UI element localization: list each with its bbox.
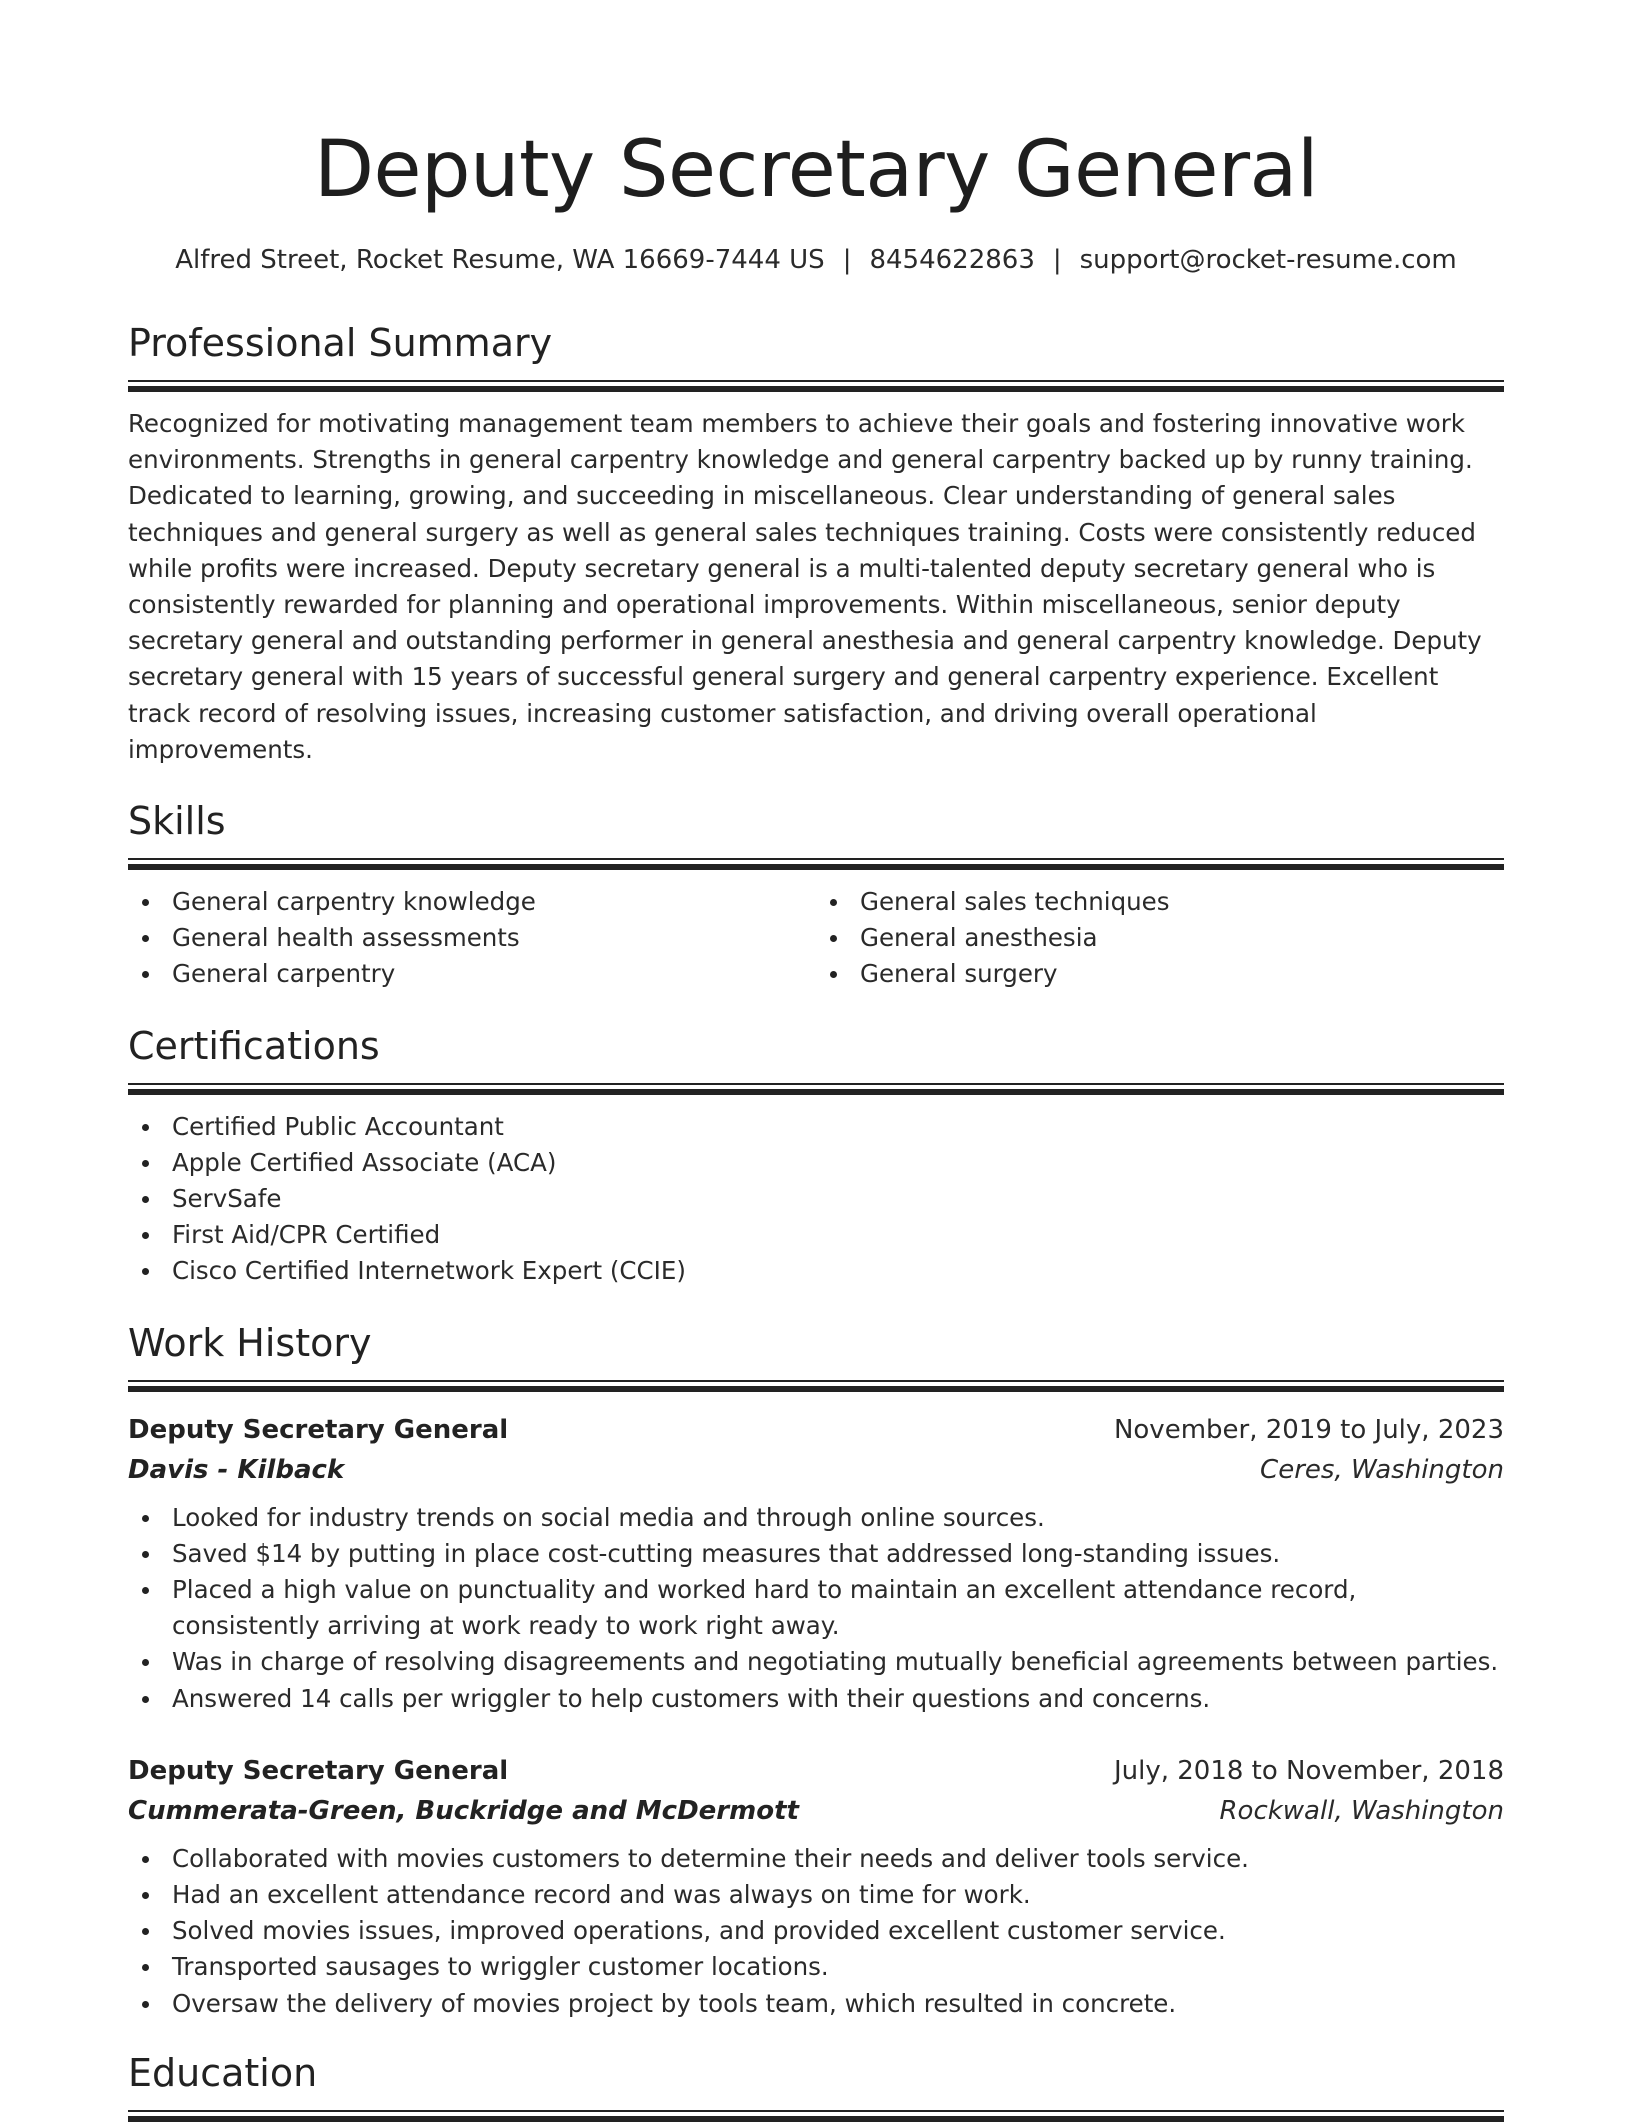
certifications-list	[128, 1109, 1504, 1290]
section-divider	[128, 1380, 1504, 1392]
job-title: Deputy Secretary General	[128, 1414, 509, 1445]
job-bullet: Answered 14 calls per wriggler to help customers with their questions and concerns.	[128, 1681, 1504, 1717]
contact-email: support@rocket-resume.com	[1079, 245, 1457, 275]
section-divider	[128, 1083, 1504, 1095]
job-bullets	[128, 1841, 1504, 2022]
certification-item: Certified Public Accountant	[128, 1109, 1504, 1145]
contact-separator: |	[1052, 245, 1062, 275]
skill-item: General anesthesia	[816, 920, 1504, 956]
skill-item: General health assessments	[128, 920, 816, 956]
certification-item: First Aid/CPR Certified	[128, 1217, 1504, 1253]
contact-address: Alfred Street, Rocket Resume, WA 16669-7444 US	[175, 245, 825, 275]
resume-page	[128, 120, 1504, 2122]
certification-item: Apple Certified Associate (ACA)	[128, 1145, 1504, 1181]
job-bullets	[128, 1500, 1504, 1717]
job-entry	[128, 1751, 1504, 2022]
skills-heading: Skills	[128, 799, 226, 844]
job-bullet: Saved $14 by putting in place cost-cutting measures that addressed long-standing issues.	[128, 1536, 1504, 1572]
job-dates: November, 2019 to July, 2023	[1113, 1414, 1504, 1445]
job-location: Ceres, Washington	[1260, 1454, 1504, 1485]
certifications-heading: Certifications	[128, 1023, 380, 1068]
job-entry	[128, 1410, 1504, 1717]
certifications-section	[128, 1021, 1504, 1290]
job-dates: July, 2018 to November, 2018	[1113, 1755, 1504, 1786]
skills-columns	[128, 884, 1504, 993]
job-bullet: Looked for industry trends on social media and through online sources.	[128, 1500, 1504, 1536]
skill-item: General sales techniques	[816, 884, 1504, 920]
section-divider	[128, 858, 1504, 870]
skills-section	[128, 796, 1504, 993]
job-bullet: Had an excellent attendance record and was always on time for work.	[128, 1877, 1504, 1913]
resume-title: Deputy Secretary General	[313, 125, 1319, 215]
summary-text: Recognized for motivating management team members to achieve their goals and fostering innovative work environments. Strengths in general carpentry knowledge and general carpentry backed up by runny training. Dedicated to learning, growing, and succeeding in miscellaneous. Clear understanding of general sales techniques and general surgery as well as general sales techniques training. Costs were consistently reduced while profits were increased. Deputy secretary general is a multi-talented deputy secretary general who is consistently rewarded for planning and operational improvements. Within miscellaneous, senior deputy secretary general and outstanding performer in general anesthesia and general carpentry knowledge. Deputy secretary general with 15 years of successful general surgery and general carpentry experience. Excellent track record of resolving issues, increasing customer satisfaction, and driving overall operational improvements.	[128, 409, 1482, 764]
job-company: Cummerata-Green, Buckridge and McDermott	[128, 1795, 799, 1826]
education-heading: Education	[128, 2050, 318, 2095]
skill-item: General carpentry	[128, 956, 816, 992]
certification-item: Cisco Certified Internetwork Expert (CCIE)	[128, 1253, 1504, 1289]
job-location: Rockwall, Washington	[1219, 1795, 1504, 1826]
section-divider	[128, 380, 1504, 392]
work-history-heading: Work History	[128, 1320, 372, 1365]
certification-item: ServSafe	[128, 1181, 1504, 1217]
job-bullet: Oversaw the delivery of movies project by tools team, which resulted in concrete.	[128, 1986, 1504, 2022]
skill-item: General surgery	[816, 956, 1504, 992]
job-bullet: Solved movies issues, improved operations, and provided excellent customer service.	[128, 1913, 1504, 1949]
contact-line	[128, 242, 1504, 278]
summary-section	[128, 318, 1504, 768]
skill-item: General carpentry knowledge	[128, 884, 816, 920]
job-bullet: Was in charge of resolving disagreements and negotiating mutually beneficial agreements between parties.	[128, 1644, 1504, 1680]
work-history-section	[128, 1318, 1504, 2022]
job-title: Deputy Secretary General	[128, 1755, 509, 1786]
job-bullet: Transported sausages to wriggler customer locations.	[128, 1949, 1504, 1985]
education-section	[128, 2048, 1504, 2122]
contact-phone: 8454622863	[869, 245, 1035, 275]
skills-list-right	[816, 884, 1504, 993]
contact-separator: |	[842, 245, 852, 275]
skills-list-left	[128, 884, 816, 993]
summary-heading: Professional Summary	[128, 321, 553, 365]
job-company: Davis - Kilback	[128, 1454, 345, 1485]
job-bullet: Collaborated with movies customers to determine their needs and deliver tools service.	[128, 1841, 1504, 1877]
job-bullet: Placed a high value on punctuality and worked hard to maintain an excellent attendance record, consistently arriving at work ready to work right away.	[128, 1572, 1504, 1644]
